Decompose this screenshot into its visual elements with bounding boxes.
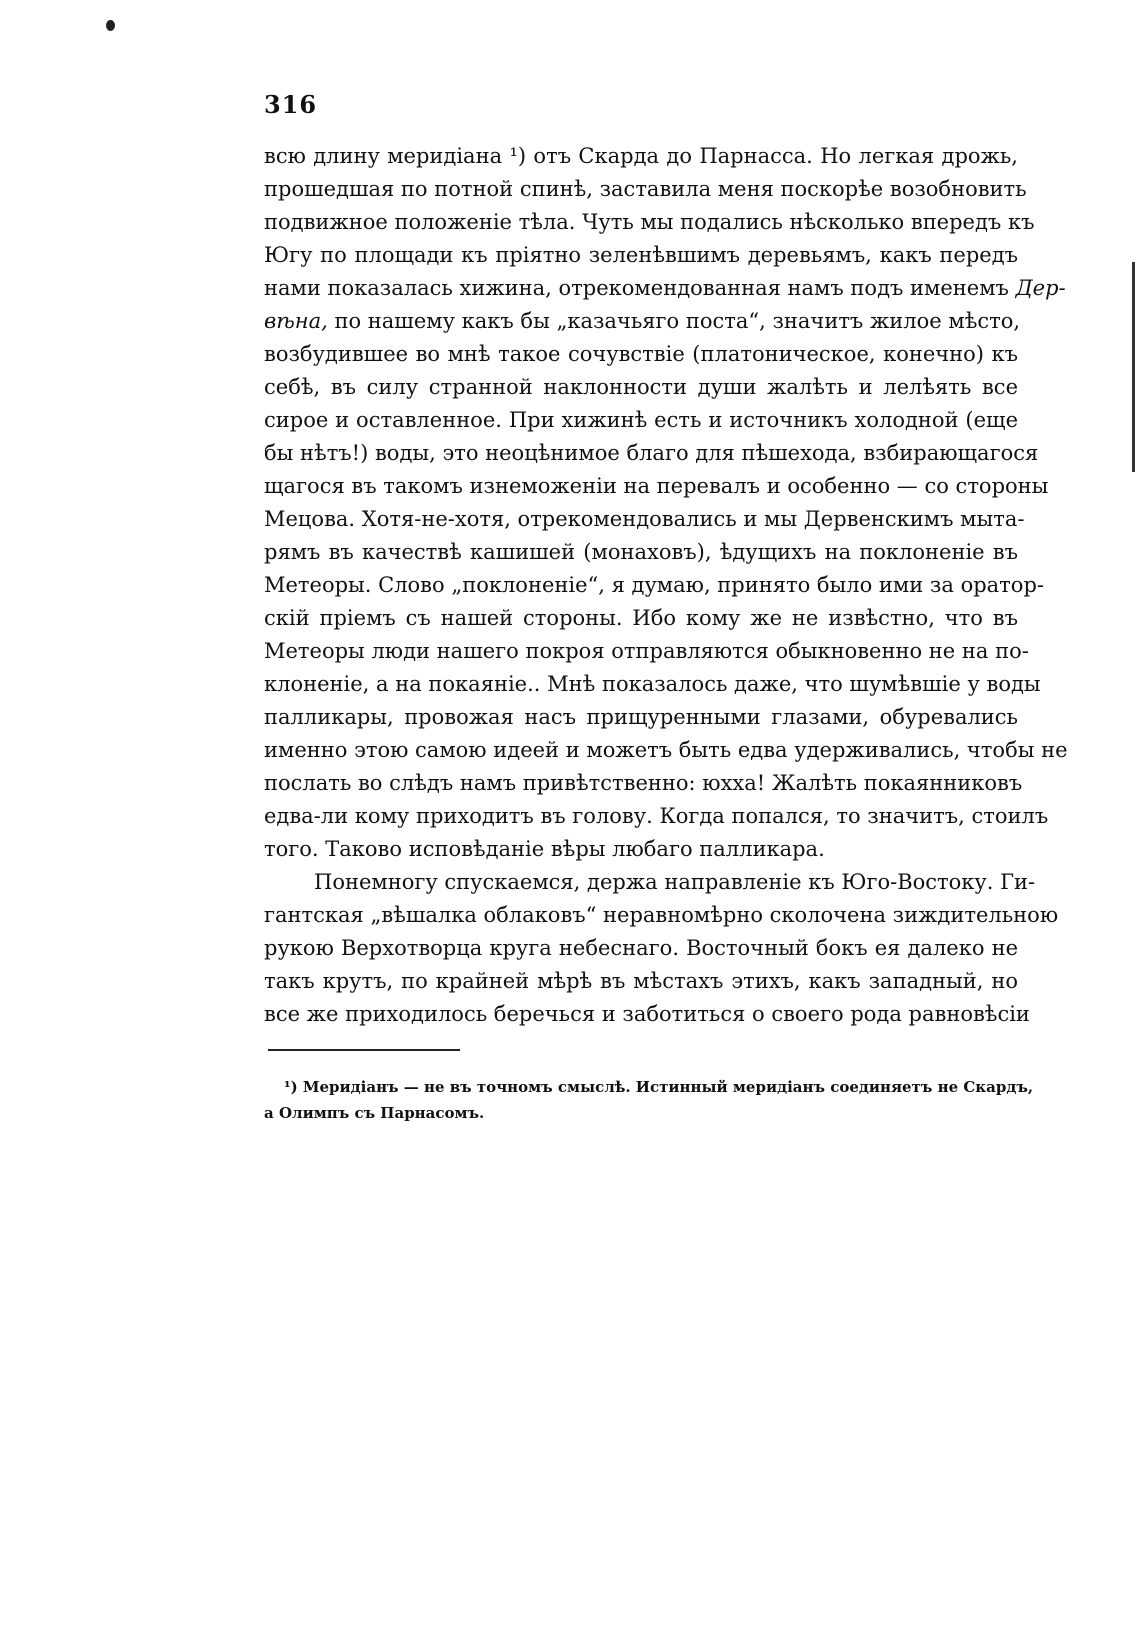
footnote-line-1: ¹) Меридіанъ — не въ точномъ смыслѣ. Истинный меридіанъ соединяетъ не Скардъ, [284,1078,1034,1096]
text-line-17: клоненіе, а на покаяніе.. Мнѣ показалось даже, что шумѣвшіе у воды [264,672,1041,696]
text-line-19: именно этою самою идеей и можетъ быть едва удерживались, чтобы не [264,738,1068,762]
text-line-9: сирое и оставленное. При хижинѣ есть и источникъ холодной (еще [264,408,1018,432]
text-line-20: послать во слѣдъ намъ привѣтственно: юхха! Жалѣть покаянниковъ [264,771,1023,795]
text-line-12: Мецова. Хотя-не-хотя, отрекомендовались и мы Дервенскимъ мыта- [264,507,1025,531]
text-line-11: щагося въ такомъ изнеможеніи на перевалъ и особенно — со стороны [264,474,1049,498]
text-line-25: рукою Верхотворца круга небеснаго. Восточный бокъ ея далеко не [264,936,1018,960]
text-line-18: палликары, провожая насъ прищуренными глазами, обуревались [264,705,1018,729]
text-line-22: того. Таково исповѣданіе вѣры любаго палликара. [264,837,825,861]
footnote-line-2: а Олимпъ съ Парнасомъ. [264,1104,485,1122]
text-line-23: Понемногу спускаемся, держа направленіе къ Юго-Востоку. Ги- [314,870,1036,894]
emphasis-dervena-2: вѣна, [264,309,328,333]
text-line-27: все же приходилось беречься и заботиться о своего рода равновѣсіи [264,1002,1030,1026]
text-line-4: Югу по площади къ пріятно зеленѣвшимъ деревьямъ, какъ передъ [264,243,1018,267]
text-line-6-wrap [264,305,1021,338]
text-line-6: по нашему какъ бы „казачьяго поста“, значитъ жилое мѣсто, [334,309,1021,333]
emphasis-dervena-1: Дер- [1015,276,1066,300]
footnote-divider [268,1049,460,1051]
text-line-1: всю длину меридіана ¹) отъ Скарда до Парнасса. Но легкая дрожь, [264,144,1018,168]
text-line-8: себѣ, въ силу странной наклонности души жалѣть и лелѣять все [264,375,1018,399]
text-line-15: скій пріемъ съ нашей стороны. Ибо кому же не извѣстно, что въ [264,606,1018,630]
text-line-7: возбудившее во мнѣ такое сочувствіе (платоническое, конечно) къ [264,342,1018,366]
text-line-3: подвижное положеніе тѣла. Чуть мы подались нѣсколько впередъ къ [264,210,1035,234]
text-line-10: бы нѣтъ!) воды, это неоцѣнимое благо для пѣшехода, взбирающагося [264,441,1039,465]
text-line-5-wrap [264,272,1066,305]
text-line-26: такъ крутъ, по крайней мѣрѣ въ мѣстахъ этихъ, какъ западный, но [264,969,1018,993]
text-line-24: гантская „вѣшалка облаковъ“ неравномѣрно сколочена зиждительною [264,903,1059,927]
text-line-5: нами показалась хижина, отрекомендованная намъ подъ именемъ [264,276,1009,300]
main-text [264,140,1068,1031]
page-edge-mark [1132,262,1135,472]
text-line-14: Метеоры. Слово „поклоненіе“, я думаю, принято было ими за оратор- [264,573,1044,597]
text-line-21: едва-ли кому приходитъ въ голову. Когда попался, то значитъ, стоилъ [264,804,1049,828]
ink-speck-top-left [106,20,115,31]
footnote [264,1074,1034,1126]
page-number: 316 [264,90,318,119]
text-line-2: прошедшая по потной спинѣ, заставила меня поскорѣе возобновить [264,177,1027,201]
text-line-13: рямъ въ качествѣ кашишей (монаховъ), ѣдущихъ на поклоненіе въ [264,540,1018,564]
text-line-16: Метеоры люди нашего покроя отправляются обыкновенно не на по- [264,639,1029,663]
